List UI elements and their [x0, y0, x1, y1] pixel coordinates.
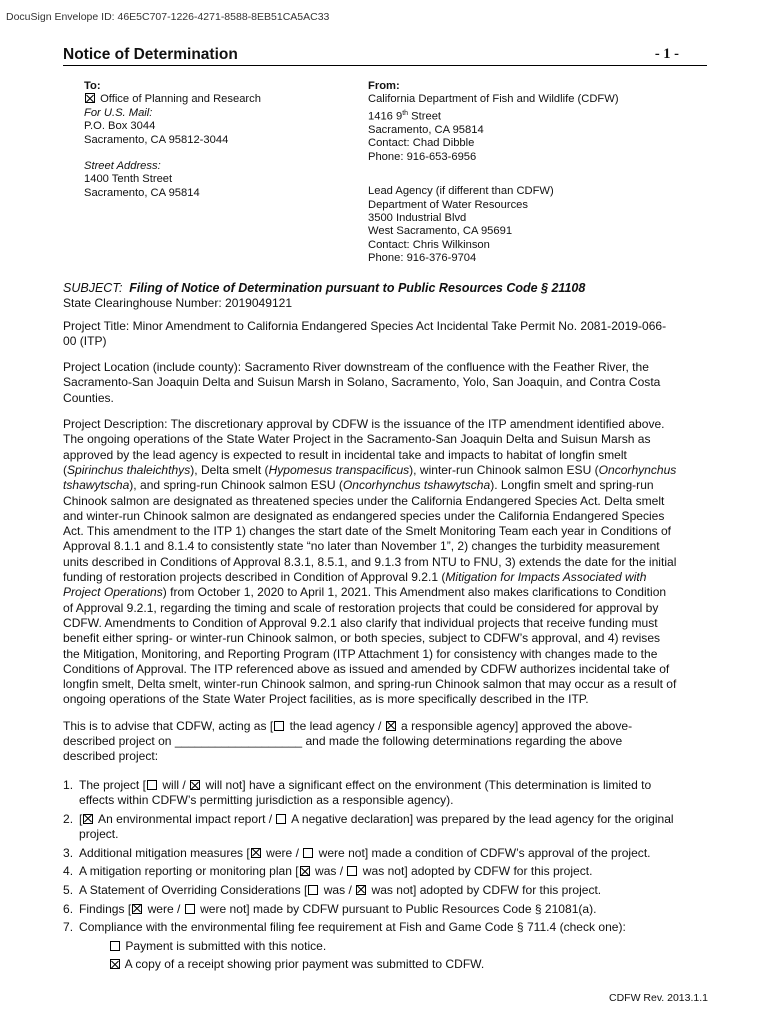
will-checkbox[interactable] — [147, 780, 157, 790]
form-revision: CDFW Rev. 2013.1.1 — [608, 992, 708, 1004]
to-address — [84, 80, 261, 200]
mail-label: For U.S. Mail: — [84, 106, 153, 119]
title-row — [63, 46, 707, 66]
will-not-checkbox[interactable] — [190, 780, 200, 790]
mitigation-were-not-checkbox[interactable] — [303, 848, 313, 858]
to-office: Office of Planning and Research — [84, 93, 261, 106]
lead-agency-phone: Phone: 916-376-9704 — [368, 252, 477, 265]
lead-agency-street: 3500 Industrial Blvd — [368, 211, 467, 224]
document-title: Notice of Determination — [63, 46, 238, 63]
lead-agency-org: Department of Water Resources — [368, 198, 529, 211]
responsible-agency-checkbox[interactable] — [386, 721, 396, 731]
from-address — [368, 80, 619, 266]
from-org: California Department of Fish and Wildlife (CDFW) — [368, 93, 619, 106]
clearinghouse-number: State Clearinghouse Number: 2019049121 — [63, 296, 293, 311]
overriding-was-checkbox[interactable] — [308, 885, 318, 895]
determination-1: 1. The project [ will / will not] have a significant effect on the environment (This determination is limited to effects within CDFW’s permitting jurisdiction as a responsible agency). — [63, 778, 652, 808]
checked-box-icon[interactable] — [85, 93, 95, 103]
determination-7: 7. Compliance with the environmental filing fee requirement at Fish and Game Code § 711.4 (check one): — [63, 920, 626, 935]
findings-were-checkbox[interactable] — [132, 904, 142, 914]
determination-5: 5. A Statement of Overriding Considerations [ was / was not] adopted by CDFW for this project. — [63, 882, 602, 897]
receipt-submitted-checkbox[interactable] — [110, 959, 120, 969]
determination-4: 4. A mitigation reporting or monitoring plan [ was / was not] adopted by CDFW for this project. — [63, 864, 593, 879]
mail-city: Sacramento, CA 95812-3044 — [84, 133, 229, 146]
monitoring-plan-was-not-checkbox[interactable] — [347, 866, 357, 876]
project-description: Project Description: The discretionary approval by CDFW is the issuance of the ITP amendment identified above. The ongoing operations of the State Water Project in the Sacramento-San Joaquin Delta and Suisun Marsh as approved by the lead agency is expected to result in incidental take and impacts to habitat of longfin smelt (Spirinchus thaleichthys), Delta smelt (Hypomesus transpacificus), winter-run Chinook salmon ESU (Oncorhynchus tshawytscha), and spring-run Chinook salmon ESU (Oncorhynchus tshawytscha). Longfin smelt and spring-run Chinook salmon are designated as threatened species under the California Endangered Species Act. Delta smelt and winter-run Chinook salmon are designated as endangered species under the California Endangered Species Act. This amendment to the ITP 1) changes the start date of the Smelt Monitoring Team each year in Conditions of Approval 8.1.1 and 8.1.4 to consistently state “no later than November 1”, 2) changes the turbidity measurement units described in Conditions of Approval 8.3.1, 8.5.1, and 9.1.3 from NTU to FNU, 3) extends the date for the initial funding of restoration projects described in Condition of Approval 9.2.1 (Mitigation for Impacts Associated with Project Operations) from October 1, 2020 to April 1, 2021. This Amendment also makes clarifications to Condition of Approval 9.2.1, regarding the timing and scale of restoration projects that could be considered for approval by CDFW. Amendments to Condition of Approval 9.2.1 also clarify that individual projects that receive funding must benefit either spring- or winter-run Chinook salmon, or both species, subject to CDFW’s approval, and 4) revises the Mitigation, Monitoring, and Reporting Program (ITP Attachment 1) for consistency with changes made to the Conditions of Approval. The ITP referenced above as issued and amended by CDFW authorizes incidental take of longfin smelt, Delta smelt, winter-run Chinook salmon, and spring-run Chinook salmon that may occur as a result of ongoing operations of the State Water Project facilities, as is more specifically described in the ITP. — [63, 417, 677, 707]
monitoring-plan-was-checkbox[interactable] — [300, 866, 310, 876]
docusign-envelope-id: DocuSign Envelope ID: 46E5C707-1226-4271-8588-8EB51CA5AC33 — [6, 11, 330, 23]
fee-option-payment: Payment is submitted with this notice. — [109, 939, 713, 954]
po-box: P.O. Box 3044 — [84, 120, 156, 133]
street-address: 1400 Tenth Street — [84, 173, 173, 186]
fee-option-receipt: A copy of a receipt showing prior payment was submitted to CDFW. — [109, 957, 713, 972]
to-heading: To: — [84, 80, 101, 92]
determination-6: 6. Findings [ were / were not] made by CDFW pursuant to Public Resources Code § 21081(a). — [63, 901, 597, 916]
from-phone: Phone: 916-653-6956 — [368, 150, 477, 163]
negative-declaration-checkbox[interactable] — [276, 814, 286, 824]
street-city: Sacramento, CA 95814 — [84, 186, 200, 199]
lead-agency-heading: Lead Agency (if different than CDFW) — [368, 185, 554, 198]
from-city: Sacramento, CA 95814 — [368, 123, 484, 136]
lead-agency-checkbox[interactable] — [274, 721, 284, 731]
from-street: 1416 9th Street — [368, 109, 442, 123]
findings-were-not-checkbox[interactable] — [185, 904, 195, 914]
from-contact: Contact: Chad Dibble — [368, 137, 475, 150]
determination-3: 3. Additional mitigation measures [ were / were not] made a condition of CDFW’s approval of the project. — [63, 845, 651, 860]
lead-agency-contact: Contact: Chris Wilkinson — [368, 238, 490, 251]
body — [63, 281, 708, 765]
subject-line: SUBJECT: Filing of Notice of Determination pursuant to Public Resources Code § 21108 — [63, 281, 586, 295]
project-title: Project Title: Minor Amendment to California Endangered Species Act Incidental Take Permit No. 2081-2019-066- 00 (ITP) — [63, 318, 667, 348]
eir-checkbox[interactable] — [83, 814, 93, 824]
street-label: Street Address: — [84, 160, 161, 173]
advise-paragraph: This is to advise that CDFW, acting as [ the lead agency / a responsible agency] approved the above- described project on ___________________ and made the following determinations regarding the above described project: — [63, 718, 633, 764]
from-heading: From: — [368, 80, 400, 92]
project-location: Project Location (include county): Sacramento River downstream of the confluence with the Feather River, the Sacramento-San Joaquin Delta and Suisun Marsh in Solano, Sacramento, Yolo, San Joaquin, and Contra Costa Counties. — [63, 360, 661, 405]
lead-agency-city: West Sacramento, CA 95691 — [368, 225, 513, 238]
overriding-was-not-checkbox[interactable] — [356, 885, 366, 895]
mitigation-were-checkbox[interactable] — [251, 848, 261, 858]
determinations-list — [63, 778, 713, 976]
determination-2: 2. [ An environmental impact report / A negative declaration] was prepared by the lead agency for the original project. — [63, 811, 674, 842]
page-number: - 1 - — [654, 46, 679, 62]
payment-submitted-checkbox[interactable] — [110, 941, 120, 951]
